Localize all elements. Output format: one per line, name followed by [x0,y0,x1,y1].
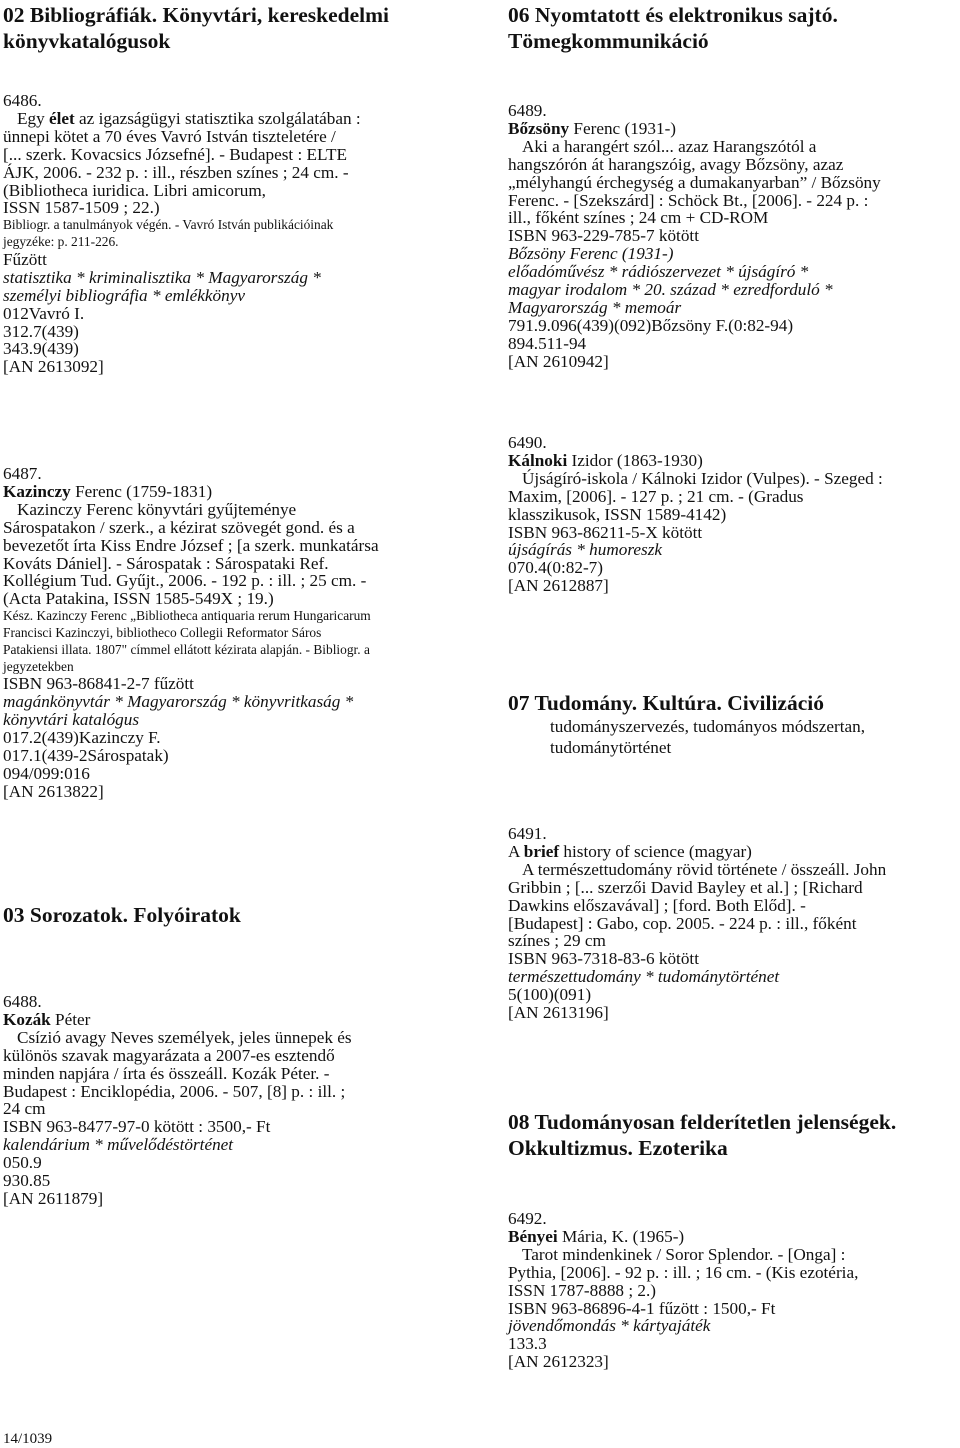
author-surname: Kozák [3,1009,51,1029]
entry-number: 6489. [508,101,547,120]
section-title: 02 Bibliográfiák. Könyvtári, kereskedelmi könyvkatalógusok [3,3,390,53]
entry-title: A brief history of science (magyar) [508,841,752,861]
entry-isbn: ISBN 963-229-785-7 kötött [508,226,699,246]
entry-line: különös szavak magyarázata a 2007-es esztendő [3,1045,335,1065]
entry-note: Bibliogr. a tanulmányok végén. - Vavró István publikációinak [3,217,334,233]
entry-title: Tarot mindenkinek / Soror Splendor. - [Onga] : [522,1244,846,1264]
entry-line: Maxim, [2006]. - 127 p. ; 21 cm. - (Gradus [508,486,804,506]
entry-number: 6486. [3,91,42,110]
entry-6490 [508,434,960,595]
entry-binding: Fűzött [3,249,47,269]
entry-6492 [508,1210,960,1371]
entry-line: klasszikusok, ISSN 1589-4142) [508,504,727,524]
title-keyword: brief [523,841,560,861]
entry-title: Újságíró-iskola / Kálnoki Izidor (Vulpes). - Szeged : [522,468,883,488]
section-heading-08 [508,1109,960,1161]
entry-an: [AN 2613822] [3,781,104,801]
entry-line: ÁJK, 2006. - 232 p. : ill., részben színes ; 24 cm. - [3,162,349,182]
entry-classification: 017.1(439-2Sárospatak) [3,746,169,766]
entry-an: [AN 2613092] [3,357,104,377]
entry-subjects: magyar irodalom * 20. század * ezredforduló * [508,280,833,300]
author-surname: Kazinczy [3,481,71,501]
entry-number: 6492. [508,1209,547,1228]
entry-line: 24 cm [3,1099,46,1119]
entry-6489 [508,102,960,371]
entry-6491 [508,825,960,1022]
entry-line: ISSN 1587-1509 ; 22.) [3,198,160,218]
section-title: 07 Tudomány. Kultúra. Civilizáció [508,691,824,715]
entry-author: Kazinczy Ferenc (1759-1831) [3,481,213,501]
entry-classification: 133.3 [508,1334,547,1354]
entry-6486 [3,92,455,376]
entry-number: 6491. [508,824,547,843]
section-title: 06 Nyomtatott és elektronikus sajtó. Tömegkommunikáció [508,3,838,53]
entry-classification: 930.85 [3,1171,51,1191]
section-heading-03 [3,902,455,928]
entry-subjects: személyi bibliográfia * emlékkönyv [3,285,245,305]
entry-number: 6490. [508,433,547,452]
entry-line: bevezetőt írta Kiss Endre József ; [a szerk. munkatársa [3,535,379,555]
entry-line: (Bibliotheca iuridica. Libri amicorum, [3,180,266,200]
entry-author: Bőzsöny Ferenc (1931-) [508,118,677,138]
author-surname: Bőzsöny [508,118,570,138]
entry-isbn: ISBN 963-86896-4-1 fűzött : 1500,- Ft [508,1298,776,1318]
entry-isbn: ISBN 963-8477-97-0 kötött : 3500,- Ft [3,1117,271,1137]
entry-6488 [3,993,455,1208]
entry-subjects: Magyarország * memoár [508,297,682,317]
section-title: 03 Sorozatok. Folyóiratok [3,903,241,927]
entry-subjects: magánkönyvtár * Magyarország * könyvritkaság * [3,692,354,712]
entry-an: [AN 2612323] [508,1352,609,1372]
entry-classification: 017.2(439)Kazinczy F. [3,728,161,748]
entry-classification: 050.9 [3,1153,42,1173]
entry-line: minden napjára / írta és összeáll. Kozák Péter. - [3,1063,330,1083]
entry-classification: 094/099:016 [3,763,90,783]
entry-subjects: előadóművész * rádiószervezet * újságíró * [508,262,809,282]
section-heading-07 [508,690,960,758]
entry-isbn: ISBN 963-7318-83-6 kötött [508,949,699,969]
entry-line: színes ; 29 cm [508,931,606,951]
entry-line: „mélyhangú érchegység a dumakanyarban” / Bőzsöny [508,172,881,192]
entry-subjects: statisztika * kriminalisztika * Magyarország * [3,267,321,287]
entry-subjects: könyvtári katalógus [3,710,140,730]
author-surname: Kálnoki [508,450,568,470]
entry-classification: 312.7(439) [3,321,79,341]
entry-classification: 5(100)(091) [508,985,592,1005]
entry-6487 [3,465,455,801]
entry-line: ünnepi kötet a 70 éves Vavró István tiszteletére / [3,126,336,146]
entry-note: jegyzéke: p. 211-226. [3,234,119,250]
entry-line: Ferenc. - [Szekszárd] : Schöck Bt., [2006]. - 224 p. : [508,190,869,210]
entry-line: ill., főként színes ; 24 cm + CD-ROM [508,208,769,228]
entry-line: Kováts Dániel]. - Sárospatak : Sárospataki Ref. [3,553,329,573]
entry-line: Dawkins előszavával] ; [ford. Both Előd]. - [508,895,806,915]
entry-an: [AN 2613196] [508,1003,609,1023]
entry-line: Gribbin ; [... szerzői David Bayley et al.] ; [Richard [508,877,863,897]
entry-an: [AN 2612887] [508,576,609,596]
entry-classification: 070.4(0:82-7) [508,558,603,578]
entry-line: Kollégium Tud. Gyűjt., 2006. - 192 p. : ill. ; 25 cm. - [3,571,367,591]
section-subtitle: tudományszervezés, tudományos módszertan, tudománytörténet [550,717,866,757]
entry-number: 6488. [3,992,42,1011]
section-heading-06 [508,2,960,54]
entry-classification: 894.511-94 [508,333,587,353]
entry-subjects: Bőzsöny Ferenc (1931-) [508,244,674,264]
entry-note: Patakiensi illata. 1807" címmel ellátott kézirata alapján. - Bibliogr. a [3,641,370,657]
page-number: 14/1039 [3,1431,53,1447]
entry-an: [AN 2611879] [3,1188,104,1208]
title-keyword: élet [48,108,75,128]
entry-subjects: kalendárium * művelődéstörténet [3,1135,234,1155]
entry-title: Aki a harangért szól... azaz Harangszótól a [522,136,817,156]
entry-line: A természettudomány rövid története / összeáll. John [522,859,887,879]
entry-author: Kozák Péter [3,1009,91,1029]
entry-subjects: újságírás * humoreszk [508,540,663,560]
entry-classification: 012Vavró I. [3,303,85,323]
entry-classification: 791.9.096(439)(092)Bőzsöny F.(0:82-94) [508,315,794,335]
entry-note: Francisci Kazinczyi, bibliotheco Collegii Reformator Sáros [3,625,322,641]
entry-subjects: jövendőmondás * kártyajáték [508,1316,711,1336]
section-heading-02 [3,2,455,54]
entry-line: ISSN 1787-8888 ; 2.) [508,1280,657,1300]
entry-line: Sárospatakon / szerk., a kézirat szövegét gond. és a [3,517,355,537]
entry-line: [Budapest] : Gabo, cop. 2005. - 224 p. : ill., főként [508,913,857,933]
entry-classification: 343.9(439) [3,339,79,359]
entry-line: Budapest : Enciklopédia, 2006. - 507, [8] p. : ill. ; [3,1081,346,1101]
section-title: 08 Tudományosan felderítetlen jelenségek. Okkultizmus. Ezoterika [508,1110,897,1160]
entry-line: hangszórón át harangszóig, avagy Bőzsöny, azaz [508,154,844,174]
entry-title: Kazinczy Ferenc könyvtári gyűjteménye [17,499,297,519]
entry-subjects: természettudomány * tudománytörténet [508,967,780,987]
entry-author: Bényei Mária, K. (1965-) [508,1226,685,1246]
entry-isbn: ISBN 963-86211-5-X kötött [508,522,703,542]
entry-isbn: ISBN 963-86841-2-7 fűzött [3,674,194,694]
entry-number: 6487. [3,464,42,483]
entry-an: [AN 2610942] [508,351,609,371]
entry-line: [... szerk. Kovacsics Józsefné]. - Budapest : ELTE [3,144,347,164]
entry-title: Egy élet az igazságügyi statisztika szolgálatában : [17,108,361,128]
entry-note: jegyzetekben [3,658,74,674]
entry-title: Csízió avagy Neves személyek, jeles ünnepek és [17,1027,352,1047]
entry-line: Pythia, [2006]. - 92 p. : ill. ; 16 cm. - (Kis ezotéria, [508,1262,859,1282]
entry-author: Kálnoki Izidor (1863-1930) [508,450,703,470]
author-surname: Bényei [508,1226,558,1246]
entry-note: Kész. Kazinczy Ferenc „Bibliotheca antiquaria rerum Hungaricarum [3,608,371,624]
entry-line: (Acta Patakina, ISSN 1585-549X ; 19.) [3,589,274,609]
